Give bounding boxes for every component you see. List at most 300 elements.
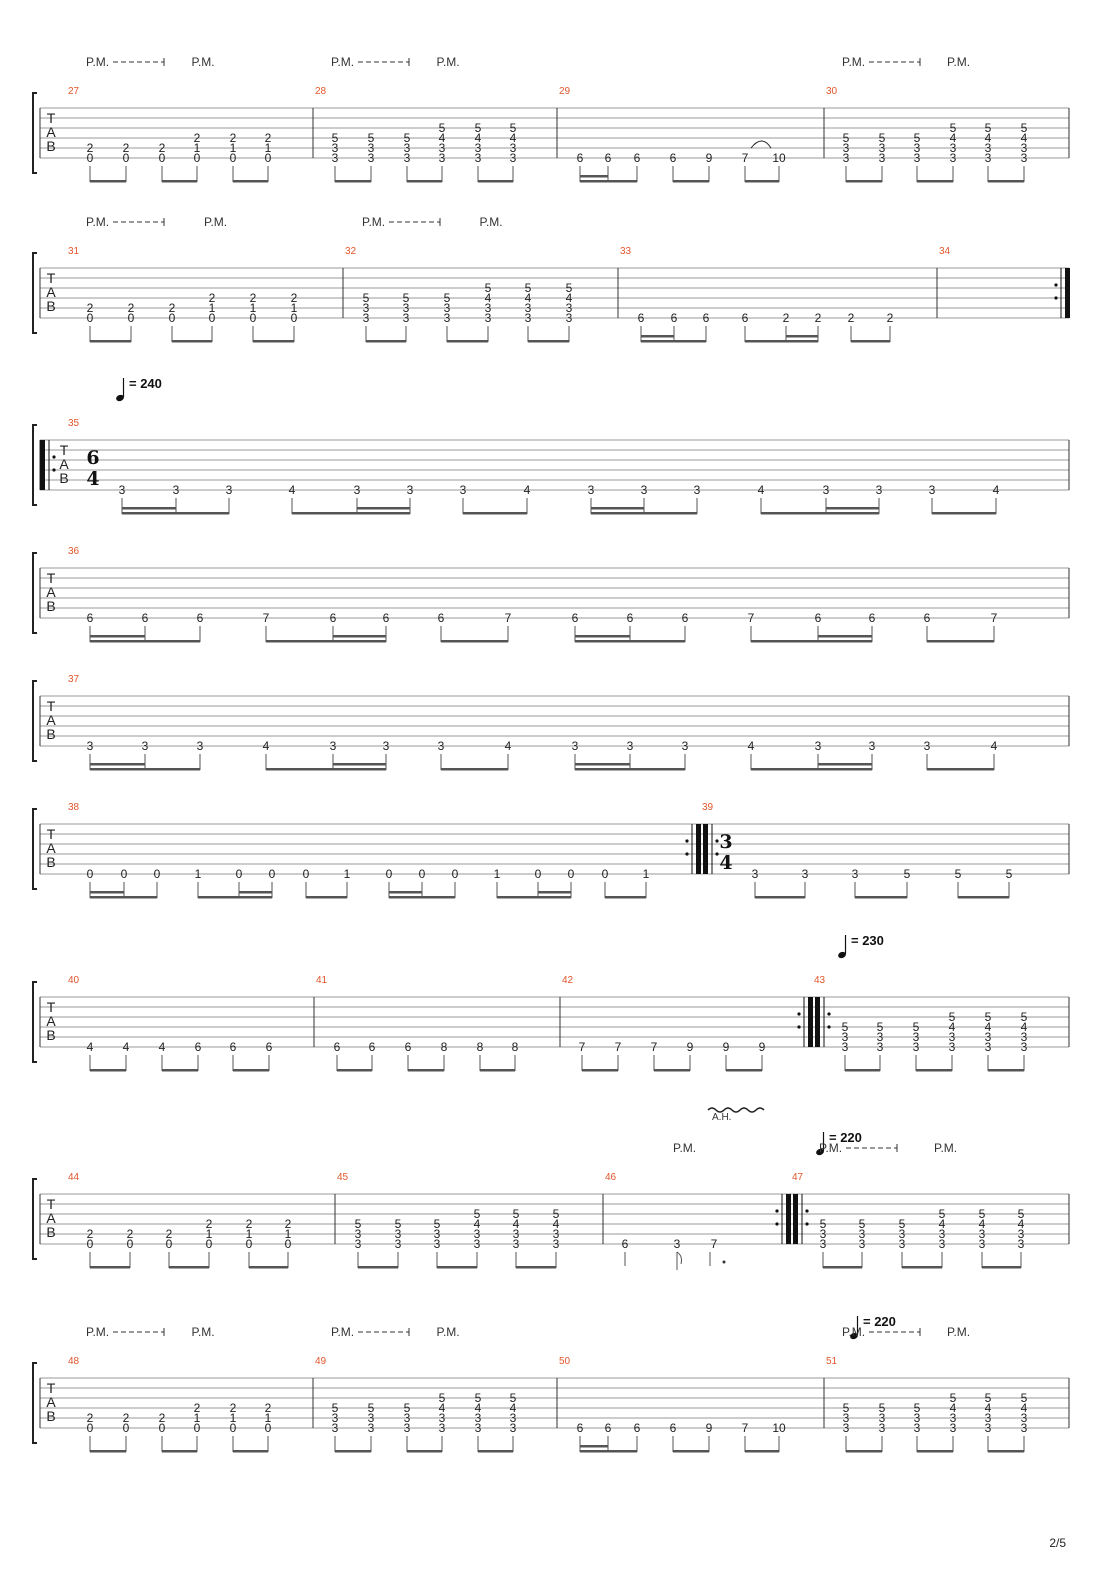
fret-number: 0: [229, 151, 237, 165]
artificial-harmonic-label: A.H.: [712, 1112, 732, 1123]
fret-number: 3: [565, 301, 573, 315]
fret-number: 3: [876, 1040, 884, 1054]
repeat-dot: [827, 1025, 830, 1028]
palm-mute-label: P.M.: [842, 1325, 866, 1339]
fret-number: 2: [245, 1217, 253, 1231]
measure-number: 40: [68, 975, 80, 986]
beam-secondary: [818, 763, 872, 766]
fret-number: 4: [438, 1401, 446, 1415]
repeat-dot: [715, 839, 718, 842]
beam-secondary: [357, 507, 410, 510]
measure-number: 43: [814, 975, 826, 986]
fret-number: 9: [722, 1040, 730, 1054]
fret-number: 5: [1020, 1391, 1028, 1405]
fret-number: 0: [601, 867, 609, 881]
fret-number: 5: [978, 1207, 986, 1221]
fret-number: 2: [264, 1401, 272, 1415]
beam: [233, 1450, 268, 1453]
fret-number: 3: [841, 1040, 849, 1054]
beam: [916, 1069, 952, 1072]
fret-number: 7: [578, 1040, 586, 1054]
fret-number: 2: [208, 291, 216, 305]
fret-number: 5: [984, 1010, 992, 1024]
fret-number: 5: [1020, 121, 1028, 135]
fret-number: 6: [670, 311, 678, 325]
tempo-marking: = 240: [129, 376, 162, 391]
fret-number: 5: [819, 1217, 827, 1231]
beam: [253, 340, 294, 343]
fret-number: 5: [913, 131, 921, 145]
fret-number: 0: [208, 311, 216, 325]
beam: [845, 1069, 880, 1072]
beam: [266, 640, 386, 643]
fret-number: 0: [122, 1421, 130, 1435]
fret-number: 3: [949, 1411, 957, 1425]
fret-number: 5: [367, 1401, 375, 1415]
repeat-dot: [797, 1012, 800, 1015]
beam: [582, 1069, 618, 1072]
fret-number: 1: [245, 1227, 253, 1241]
repeat-dot: [685, 852, 688, 855]
fret-number: 3: [822, 483, 830, 497]
fret-number: 2: [229, 1401, 237, 1415]
beam: [605, 896, 646, 899]
fret-number: 5: [903, 867, 911, 881]
fret-number: 4: [524, 291, 532, 305]
fret-number: 5: [898, 1217, 906, 1231]
fret-number: 3: [438, 1411, 446, 1425]
beam: [751, 640, 872, 643]
fret-number: 6: [669, 1421, 677, 1435]
fret-number: 3: [978, 1227, 986, 1241]
fret-number: 0: [229, 1421, 237, 1435]
fret-number: 3: [443, 311, 451, 325]
beam: [337, 1069, 372, 1072]
beam: [90, 896, 157, 899]
fret-number: 4: [552, 1217, 560, 1231]
fret-number: 3: [912, 1030, 920, 1044]
fret-number: 3: [329, 739, 337, 753]
fret-number: 2: [249, 291, 257, 305]
fret-number: 3: [693, 483, 701, 497]
beam: [575, 640, 685, 643]
tab-clef-letter: B: [46, 854, 56, 870]
tab-system: [33, 546, 1069, 643]
fret-number: 1: [205, 1227, 213, 1241]
repeat-end-thick-bar: [786, 1194, 791, 1244]
fret-number: 3: [898, 1237, 906, 1251]
beam: [846, 1450, 882, 1453]
fret-number: 5: [913, 1401, 921, 1415]
beam: [575, 768, 685, 771]
fret-number: 6: [571, 611, 579, 625]
fret-number: 5: [949, 1391, 957, 1405]
fret-number: 4: [473, 1217, 481, 1231]
beam: [169, 1266, 209, 1269]
tab-clef-letter: T: [46, 570, 56, 586]
beam: [497, 896, 571, 899]
fret-number: 6: [86, 611, 94, 625]
beam: [441, 768, 508, 771]
fret-number: 8: [440, 1040, 448, 1054]
fret-number: 3: [751, 867, 759, 881]
fret-number: 3: [913, 1411, 921, 1425]
fret-number: 5: [878, 131, 886, 145]
measure-number: 49: [315, 1356, 327, 1367]
beam: [932, 512, 996, 515]
tab-clef-letter: A: [46, 284, 56, 300]
fret-number: 3: [437, 739, 445, 753]
beam-secondary: [333, 763, 386, 766]
system-brace: [33, 681, 37, 761]
fret-number: 3: [118, 483, 126, 497]
fret-number: 3: [842, 151, 850, 165]
fret-number: 0: [268, 867, 276, 881]
beam: [917, 1450, 953, 1453]
fret-number: 6: [741, 311, 749, 325]
fret-number: 3: [858, 1227, 866, 1241]
palm-mute-label: P.M.: [86, 215, 110, 229]
beam: [917, 180, 953, 183]
fret-number: 4: [992, 483, 1000, 497]
fret-number: 6: [604, 1421, 612, 1435]
fret-number: 3: [898, 1227, 906, 1241]
repeat-dot: [685, 839, 688, 842]
beam: [641, 340, 706, 343]
fret-number: 5: [473, 1207, 481, 1221]
beam: [982, 1266, 1021, 1269]
measure-number: 47: [792, 1172, 804, 1183]
fret-number: 1: [194, 867, 202, 881]
repeat-dot: [775, 1222, 778, 1225]
tab-clef-letter: T: [46, 698, 56, 714]
palm-mute-label: P.M.: [673, 1141, 697, 1155]
time-signature-top: 3: [719, 831, 733, 853]
fret-number: 3: [912, 1040, 920, 1054]
beam-secondary: [580, 175, 608, 178]
fret-number: 3: [928, 483, 936, 497]
fret-number: 3: [552, 1227, 560, 1241]
fret-number: 4: [158, 1040, 166, 1054]
fret-number: 0: [302, 867, 310, 881]
fret-number: 3: [367, 1411, 375, 1425]
fret-number: 3: [484, 311, 492, 325]
fret-number: 2: [847, 311, 855, 325]
beam: [447, 340, 488, 343]
fret-number: 3: [949, 141, 957, 155]
measure-number: 37: [68, 674, 80, 685]
fret-number: 4: [978, 1217, 986, 1231]
palm-mute-label: P.M.: [362, 215, 386, 229]
fret-number: 2: [284, 1217, 292, 1231]
fret-number: 3: [1020, 1421, 1028, 1435]
fret-number: 5: [474, 1391, 482, 1405]
fret-number: 3: [474, 141, 482, 155]
fret-number: 2: [126, 1227, 134, 1241]
fret-number: 5: [1020, 1010, 1028, 1024]
fret-number: 7: [741, 1421, 749, 1435]
tab-system: [33, 1108, 1069, 1270]
fret-number: 3: [842, 1421, 850, 1435]
fret-number: 6: [368, 1040, 376, 1054]
fret-number: 7: [614, 1040, 622, 1054]
fret-number: 3: [565, 311, 573, 325]
system-brace: [33, 809, 37, 889]
tab-clef-letter: A: [59, 456, 69, 472]
fret-number: 3: [474, 151, 482, 165]
fret-number: 3: [868, 739, 876, 753]
beam: [902, 1266, 942, 1269]
palm-mute-label: P.M.: [842, 55, 866, 69]
fret-number: 6: [382, 611, 390, 625]
fret-number: 1: [249, 301, 257, 315]
fret-number: 3: [403, 1411, 411, 1425]
fret-number: 3: [433, 1237, 441, 1251]
beam: [463, 512, 527, 515]
tab-clef-letter: T: [59, 442, 69, 458]
fret-number: 4: [1020, 1401, 1028, 1415]
palm-mute-label: P.M.: [436, 1325, 460, 1339]
fret-number: 3: [1020, 141, 1028, 155]
fret-number: 7: [710, 1237, 718, 1251]
fret-number: 6: [621, 1237, 629, 1251]
repeat-dot: [52, 455, 55, 458]
measure-number: 31: [68, 246, 80, 257]
beam: [855, 896, 907, 899]
fret-number: 3: [801, 867, 809, 881]
fret-number: 0: [235, 867, 243, 881]
fret-number: 0: [284, 1237, 292, 1251]
measure-number: 45: [337, 1172, 349, 1183]
beam: [988, 1450, 1024, 1453]
fret-number: 5: [433, 1217, 441, 1231]
measure-number: 41: [316, 975, 328, 986]
fret-number: 0: [193, 1421, 201, 1435]
beam: [927, 768, 994, 771]
fret-number: 2: [127, 301, 135, 315]
beam: [172, 340, 212, 343]
palm-mute-label: P.M.: [947, 55, 971, 69]
fret-number: 3: [524, 301, 532, 315]
fret-number: 3: [984, 1040, 992, 1054]
tab-clef-letter: B: [46, 598, 56, 614]
fret-number: 3: [512, 1227, 520, 1241]
fret-number: 0: [205, 1237, 213, 1251]
system-brace: [33, 982, 37, 1062]
beam: [90, 340, 131, 343]
beam: [249, 1266, 288, 1269]
measure-number: 35: [68, 418, 80, 429]
fret-number: 1: [290, 301, 298, 315]
fret-number: 1: [193, 1411, 201, 1425]
measure-number: 28: [315, 86, 327, 97]
fret-number: 5: [402, 291, 410, 305]
tab-clef-letter: B: [46, 1224, 56, 1240]
beam: [266, 768, 386, 771]
fret-number: 1: [284, 1227, 292, 1241]
fret-number: 4: [1017, 1217, 1025, 1231]
fret-number: 1: [343, 867, 351, 881]
fret-number: 3: [474, 1421, 482, 1435]
fret-number: 3: [524, 311, 532, 325]
fret-number: 5: [331, 131, 339, 145]
fret-number: 3: [552, 1237, 560, 1251]
fret-number: 9: [705, 151, 713, 165]
fret-number: 4: [747, 739, 755, 753]
beam-secondary: [786, 335, 818, 338]
measure-number: 29: [559, 86, 571, 97]
fret-number: 6: [702, 311, 710, 325]
fret-number: 9: [758, 1040, 766, 1054]
fret-number: 5: [954, 867, 962, 881]
fret-number: 1: [208, 301, 216, 315]
tie-arc: [751, 141, 771, 148]
repeat-start-thick-bar: [815, 997, 820, 1047]
repeat-dot: [797, 1025, 800, 1028]
beam-secondary: [389, 891, 422, 894]
fret-number: 7: [504, 611, 512, 625]
time-signature-bottom: 4: [719, 852, 733, 874]
fret-number: 6: [604, 151, 612, 165]
fret-number: 4: [438, 131, 446, 145]
fret-number: 6: [333, 1040, 341, 1054]
tab-system: [33, 802, 1069, 899]
measure-number: 48: [68, 1356, 80, 1367]
beam: [478, 180, 513, 183]
fret-number: 0: [567, 867, 575, 881]
fret-number: 2: [193, 1401, 201, 1415]
fret-number: 6: [923, 611, 931, 625]
fret-number: 2: [158, 141, 166, 155]
fret-number: 2: [782, 311, 790, 325]
fret-number: 0: [126, 1237, 134, 1251]
fret-number: 4: [990, 739, 998, 753]
repeat-end-thick-bar: [696, 824, 701, 874]
measure-number: 44: [68, 1172, 80, 1183]
tempo-marking: = 230: [851, 933, 884, 948]
fret-number: 3: [841, 1030, 849, 1044]
fret-number: 3: [354, 1227, 362, 1241]
fret-number: 4: [1020, 1020, 1028, 1034]
fret-number: 5: [354, 1217, 362, 1231]
fret-number: 6: [633, 1421, 641, 1435]
fret-number: 2: [86, 1227, 94, 1241]
beam: [90, 1069, 126, 1072]
fret-number: 5: [948, 1010, 956, 1024]
beam-secondary: [90, 891, 124, 894]
fret-number: 0: [193, 151, 201, 165]
fret-number: 6: [194, 1040, 202, 1054]
fret-number: 0: [534, 867, 542, 881]
palm-mute-label: P.M.: [331, 1325, 355, 1339]
palm-mute-label: P.M.: [191, 1325, 215, 1339]
palm-mute-label: P.M.: [331, 55, 355, 69]
fret-number: 3: [984, 141, 992, 155]
palm-mute-label: P.M.: [479, 215, 503, 229]
fret-number: 10: [772, 151, 786, 165]
fret-number: 3: [949, 1421, 957, 1435]
fret-number: 6: [626, 611, 634, 625]
fret-number: 3: [509, 151, 517, 165]
palm-mute-label: P.M.: [86, 55, 110, 69]
beam: [745, 180, 779, 183]
palm-mute-label: P.M.: [436, 55, 460, 69]
beam: [162, 180, 197, 183]
fret-number: 7: [741, 151, 749, 165]
fret-number: 4: [938, 1217, 946, 1231]
fret-number: 3: [354, 1237, 362, 1251]
fret-number: 5: [403, 131, 411, 145]
beam: [958, 896, 1009, 899]
fret-number: 3: [1020, 151, 1028, 165]
fret-number: 3: [474, 1411, 482, 1425]
fret-number: 3: [367, 151, 375, 165]
fret-number: 0: [168, 311, 176, 325]
fret-number: 2: [205, 1217, 213, 1231]
fret-number: 3: [640, 483, 648, 497]
fret-number: 3: [196, 739, 204, 753]
fret-number: 3: [984, 1421, 992, 1435]
beam: [437, 1266, 477, 1269]
fret-number: 0: [264, 1421, 272, 1435]
repeat-dot: [52, 468, 55, 471]
beam: [407, 1450, 442, 1453]
fret-number: 6: [576, 1421, 584, 1435]
fret-number: 2: [229, 131, 237, 145]
fret-number: 3: [978, 1237, 986, 1251]
measure-number: 32: [345, 246, 357, 257]
fret-number: 4: [565, 291, 573, 305]
fret-number: 5: [367, 131, 375, 145]
beam-secondary: [90, 763, 145, 766]
fret-number: 2: [86, 301, 94, 315]
fret-number: 3: [673, 1237, 681, 1251]
fret-number: 5: [858, 1217, 866, 1231]
fret-number: 6: [404, 1040, 412, 1054]
beam: [591, 512, 697, 515]
fret-number: 6: [669, 151, 677, 165]
beam: [846, 180, 882, 183]
fret-number: 5: [394, 1217, 402, 1231]
fret-number: 0: [120, 867, 128, 881]
measure-number: 38: [68, 802, 80, 813]
fret-number: 2: [290, 291, 298, 305]
page-number: 2/5: [1049, 1536, 1066, 1550]
system-brace: [33, 553, 37, 633]
fret-number: 8: [476, 1040, 484, 1054]
fret-number: 3: [875, 483, 883, 497]
fret-number: 4: [504, 739, 512, 753]
fret-number: 3: [402, 301, 410, 315]
fret-number: 0: [86, 311, 94, 325]
fret-number: 3: [331, 1421, 339, 1435]
system-brace: [33, 253, 37, 333]
tab-system: [33, 376, 1069, 515]
fret-number: 2: [86, 1411, 94, 1425]
fret-number: 6: [633, 151, 641, 165]
fret-number: 5: [509, 1391, 517, 1405]
palm-mute-label: P.M.: [86, 1325, 110, 1339]
fret-number: 3: [913, 151, 921, 165]
fret-number: 9: [686, 1040, 694, 1054]
fret-number: 0: [86, 1421, 94, 1435]
beam-secondary: [580, 1445, 608, 1448]
beam: [745, 1450, 779, 1453]
tab-clef-letter: A: [46, 1394, 56, 1410]
fret-number: 3: [938, 1227, 946, 1241]
repeat-start-thick-bar: [40, 440, 45, 490]
fret-number: 0: [245, 1237, 253, 1251]
